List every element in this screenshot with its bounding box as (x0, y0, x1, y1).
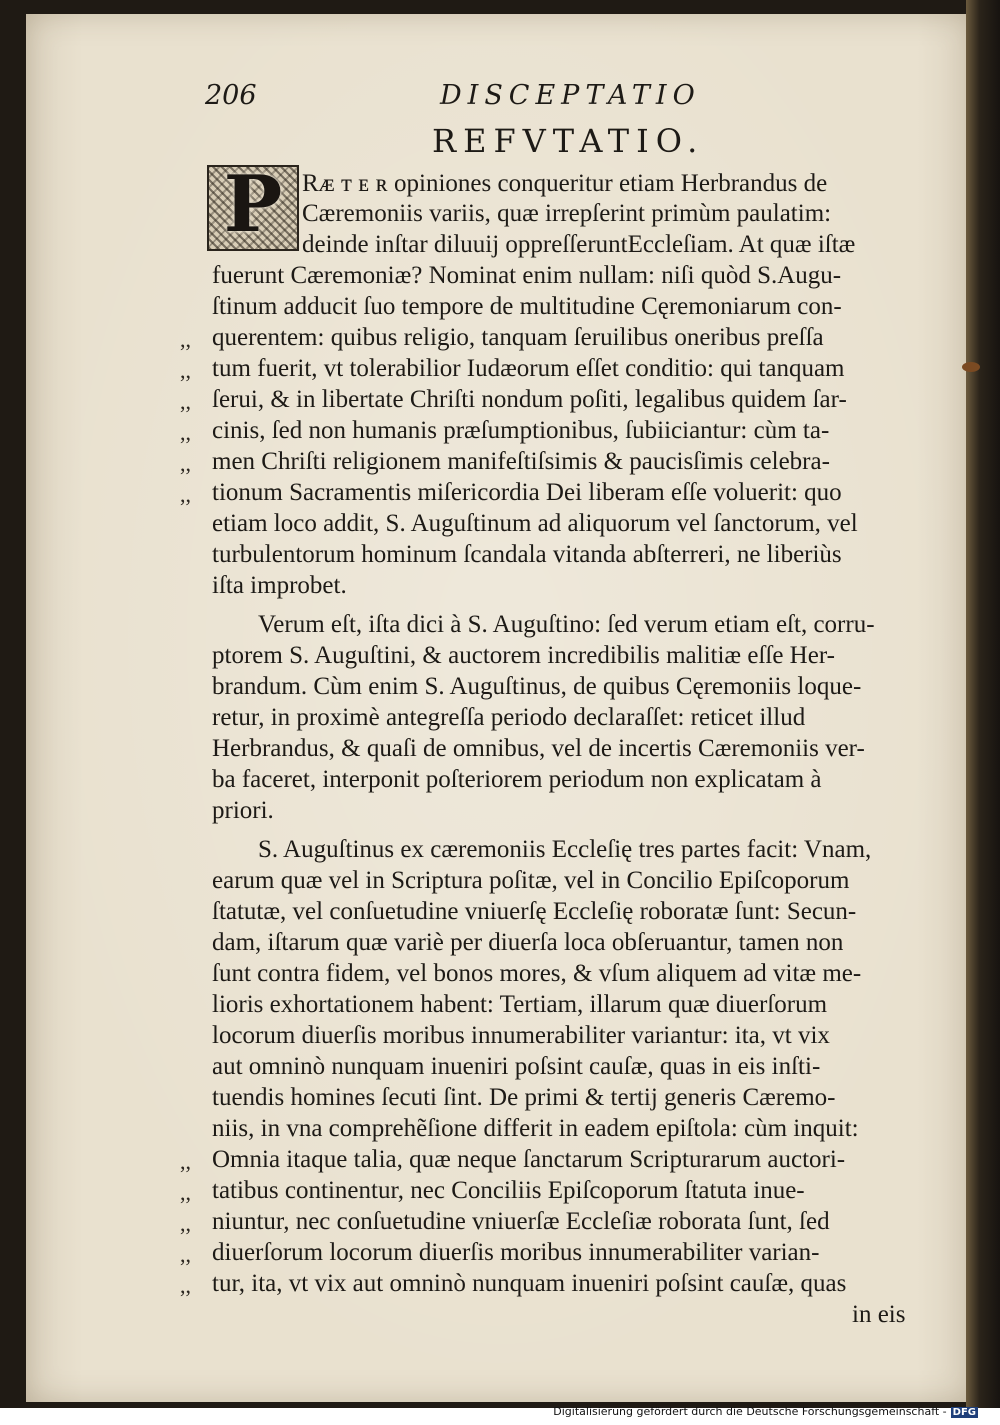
quote-marker: ,, (180, 1242, 191, 1267)
text-line: lioris exhortationem habent: Tertiam, illarum quæ diuerſorum (212, 991, 828, 1018)
text-line: priori. (212, 797, 274, 824)
quote-marker: ,, (180, 420, 191, 445)
decorated-initial (207, 165, 299, 251)
text-line: Verum eſt, iſta dici à S. Auguſtino: ſed verum etiam eſt, corru- (258, 611, 875, 638)
text-line: brandum. Cùm enim S. Auguſtinus, de quibus Cęremoniis loque- (212, 673, 862, 700)
credit-text: Digitalisierung gefördert durch die Deutsche Forschungsgemeinschaft - (553, 1405, 947, 1418)
text-line: ſtinum adducit ſuo tempore de multitudine Cęremoniarum con- (212, 293, 842, 320)
text-line: deinde inſtar diluuij oppreſſeruntEccleſiam. At quæ iſtæ (302, 231, 856, 258)
text-line: aut omninò nunquam inueniri poſsint cauſæ, quas in eis inſti- (212, 1053, 821, 1080)
text-line: tuendis homines ſecuti ſint. De primi & tertij generis Cæremo- (212, 1084, 836, 1111)
text-line: Cæremoniis variis, quæ irrepſerint primùm paulatim: (302, 200, 832, 227)
section-title: REFVTATIO. (432, 122, 705, 160)
text-line: ptorem S. Auguſtini, & auctorem incredibilis malitiæ eſſe Her- (212, 642, 835, 669)
text-line: niis, in vna comprehẽſione differit in eadem epiſtola: cùm inquit: (212, 1115, 859, 1142)
text-line: fuerunt Cæremoniæ? Nominat enim nullam: niſi quòd S.Augu- (212, 262, 842, 289)
text-line: earum quæ vel in Scriptura poſitæ, vel in Concilio Epiſcoporum (212, 867, 850, 894)
quote-marker: ,, (180, 1211, 191, 1236)
text-line: retur, in proximè antegreſſa periodo declaraſſet: reticet illud (212, 704, 806, 731)
quote-marker: ,, (180, 451, 191, 476)
text-line: Omnia itaque talia, quæ neque ſanctarum Scripturarum auctori- (212, 1146, 846, 1173)
running-title: DISCEPTATIO (440, 80, 701, 111)
quote-marker: ,, (180, 327, 191, 352)
text-line: dam, iſtarum quæ variè per diuerſa loca obſeruantur, tamen non (212, 929, 844, 956)
quote-marker: ,, (180, 389, 191, 414)
book-spine (966, 0, 1000, 1408)
text-line: tum fuerit, vt tolerabilior Iudæorum eſſet conditio: qui tanquam (212, 355, 845, 382)
text-line: tur, ita, vt vix aut omninò nunquam inueniri poſsint cauſæ, quas (212, 1270, 847, 1297)
text-line: diuerſorum locorum diuerſis moribus innumerabiliter varian- (212, 1239, 820, 1266)
quote-marker: ,, (180, 1180, 191, 1205)
initial-letter: P (223, 165, 283, 250)
text-line: querentem: quibus religio, tanquam ſeruilibus oneribus preſſa (212, 324, 824, 351)
text-line: S. Auguſtinus ex cæremoniis Eccleſię tres partes facit: Vnam, (258, 836, 872, 863)
quote-marker: ,, (180, 482, 191, 507)
text-line: men Chriſti religionem manifeſtiſsimis & paucisſimis celebra- (212, 448, 830, 475)
quote-marker: ,, (180, 1273, 191, 1298)
text-line: in eis (852, 1301, 906, 1328)
quote-marker: ,, (180, 1149, 191, 1174)
quote-marker: ,, (180, 358, 191, 383)
text-line: etiam loco addit, S. Auguſtinum ad aliquorum vel ſanctorum, vel (212, 510, 858, 537)
text-line: Rᴁ ᴛ ᴇ ʀ opiniones conqueritur etiam Herbrandus de (302, 170, 828, 197)
page-number: 206 (205, 80, 257, 111)
text-line: locorum diuerſis moribus innumerabiliter variantur: ita, vt vix (212, 1022, 830, 1049)
text-line: ba faceret, interponit poſteriorem periodum non explicatam à (212, 766, 822, 793)
text-line: ſunt contra fidem, vel bonos mores, & vſum aliquem ad vitæ me- (212, 960, 862, 987)
page-stain (962, 362, 980, 372)
text-line: ſtatutæ, vel conſuetudine vniuerſę Eccleſię roboratæ ſunt: Secun- (212, 898, 857, 925)
text-line: Herbrandus, & quaſi de omnibus, vel de incertis Cæremoniis ver- (212, 735, 865, 762)
text-line: niuntur, nec conſuetudine vniuerſæ Eccleſiæ roborata ſunt, ſed (212, 1208, 830, 1235)
text-line: ſerui, & in libertate Chriſti nondum poſiti, legalibus quidem ſar- (212, 386, 847, 413)
text-line: iſta improbet. (212, 572, 347, 599)
text-line: cinis, ſed non humanis præſumptionibus, ſubiiciantur: cùm ta- (212, 417, 830, 444)
text-line: turbulentorum hominum ſcandala vitanda abſterreri, ne liberiùs (212, 541, 842, 568)
dfg-logo: DFG (952, 1407, 976, 1418)
digitization-credit (553, 1405, 978, 1418)
text-line: tionum Sacramentis miſericordia Dei liberam eſſe voluerit: quo (212, 479, 842, 506)
text-line: tatibus continentur, nec Conciliis Epiſcoporum ſtatuta inue- (212, 1177, 805, 1204)
